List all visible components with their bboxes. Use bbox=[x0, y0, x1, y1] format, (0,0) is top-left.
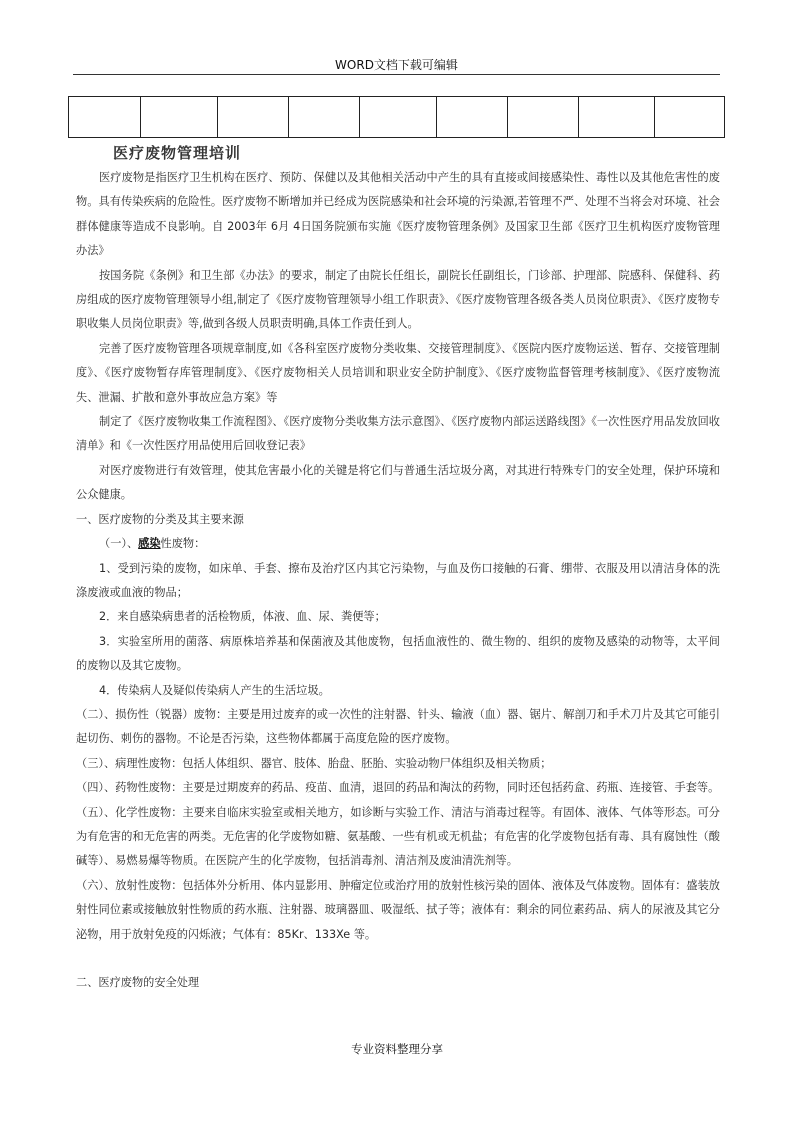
subsection-prefix: （一）、 bbox=[99, 537, 139, 551]
paragraph-goal: 对医疗废物进行有效管理，使其危害最小化的关键是将它们与普通生活垃圾分离，对其进行特殊专门的安全处理，保护环境和公众健康。 bbox=[76, 463, 720, 502]
table-cell bbox=[141, 97, 218, 138]
paragraph-leadership: 按国务院《条例》和卫生部《办法》的要求，制定了由院长任组长，副院长任副组长，门诊部、护理部、院感科、保健科、药房组成的医疗废物管理领导小组,制定了《医疗废物管理领导小组工作职责》、《医疗废物管理各级各类人员岗位职责》、《医疗废物专职收集人员岗位职责》等,做到各级人员职责明确,具体工作责任到人。 bbox=[76, 268, 720, 331]
paragraph-rules: 完善了医疗废物管理各项规章制度,如《各科室医疗废物分类收集、交接管理制度》、《医院内医疗废物运送、暂存、交接管理制度》、《医疗废物暂存库管理制度》、《医疗废物相关人员培训和职业安全防护制度》、《医疗废物监督管理考核制度》、《医疗废物流失、泄漏、扩散和意外事故应急方案》等 bbox=[76, 341, 720, 404]
category-pathological: （三）、病理性废物：包括人体组织、器官、肢体、胎盘、胚胎、实验动物尸体组织及相关物质； bbox=[76, 756, 552, 770]
subsection-infectious bbox=[76, 532, 720, 556]
document-body bbox=[76, 166, 720, 995]
category-radioactive: （六）、放射性废物：包括体外分析用、体内显影用、肿瘤定位或治疗用的放射性核污染的固体、液体及气体废物。固体有：盛装放射性同位素或接触放射性物质的药水瓶、注射器、玻璃器皿、吸湿纸、拭子等；液体有：剩余的同位素药品、病人的尿液及其它分泌物，用于放射免疫的闪烁液；气体有：85Kr、133Xe 等。 bbox=[76, 878, 720, 941]
table-cell bbox=[579, 97, 655, 138]
table-cell bbox=[360, 97, 437, 138]
underlined-term: 感染 bbox=[138, 537, 161, 551]
page-header: WORD文档下载可编辑 bbox=[73, 57, 720, 75]
table-cell bbox=[655, 97, 725, 138]
list-item: 4．传染病人及疑似传染病人产生的生活垃圾。 bbox=[99, 683, 330, 697]
spacer bbox=[76, 947, 720, 971]
table-cell bbox=[69, 97, 141, 138]
category-chemical: （五）、化学性废物：主要来自临床实验室或相关地方，如诊断与实验工作、清洁与消毒过程等。有固体、液体、气体等形态。可分为有危害的和无危害的两类。无危害的化学废物如糖、氨基酸、一些有机或无机盐；有危害的化学废物包括有毒、具有腐蚀性（酸碱等）、易燃易爆等物质。在医院产生的化学废物，包括消毒剂、清洁剂及废油清洗剂等。 bbox=[76, 805, 720, 868]
empty-table bbox=[68, 96, 725, 138]
section-heading-1: 一、医疗废物的分类及其主要来源 bbox=[76, 512, 244, 526]
table-row bbox=[69, 97, 725, 138]
page-footer: 专业资料整理分享 bbox=[351, 1042, 443, 1056]
paragraph-intro: 医疗废物是指医疗卫生机构在医疗、预防、保健以及其他相关活动中产生的具有直接或间接感染性、毒性以及其他危害性的废物。具有传染疾病的危险性。医疗废物不断增加并已经成为医院感染和社会环境的污染源,若管理不严、处理不当将会对环境、社会群体健康等造成不良影响。自 2003年 6月 4日国务院颁布实施《医疗废物管理条例》及国家卫生部《医疗卫生机构医疗废物管理办法》 bbox=[76, 171, 720, 258]
table-cell bbox=[508, 97, 579, 138]
list-item: 1、受到污染的废物，如床单、手套、擦布及治疗区内其它污染物，与血及伤口接触的石膏、绷带、衣服及用以清洁身体的洗涤废液或血液的物品； bbox=[76, 561, 720, 599]
section-heading-2: 二、医疗废物的安全处理 bbox=[76, 976, 200, 989]
document-title: 医疗废物管理培训 bbox=[113, 144, 242, 162]
table-cell bbox=[218, 97, 289, 138]
subsection-suffix: 性废物： bbox=[160, 537, 206, 551]
list-item: 3．实验室所用的菌落、病原株培养基和保菌液及其他废物，包括血液性的、微生物的、组织的废物及感染的动物等，太平间的废物以及其它废物。 bbox=[76, 634, 720, 673]
table-cell bbox=[437, 97, 508, 138]
paragraph-charts: 制定了《医疗废物收集工作流程图》、《医疗废物分类收集方法示意图》、《医疗废物内部运送路线图》《一次性医疗用品发放回收清单》和《一次性医疗用品使用后回收登记表》 bbox=[76, 415, 720, 453]
table-cell bbox=[289, 97, 360, 138]
category-sharps: （二）、损伤性（锐器）废物：主要是用过废弃的或一次性的注射器、针头、输液（血）器、锯片、解剖刀和手术刀片及其它可能引起切伤、刺伤的器物。不论是否污染，这些物体都属于高度危险的医疗废物。 bbox=[76, 707, 720, 746]
list-item: 2．来自感染病患者的活检物质，体液、血、尿、粪便等； bbox=[99, 610, 386, 624]
category-pharmaceutical: （四）、药物性废物：主要是过期废弃的药品、疫苗、血清，退回的药品和淘汰的药物，同时还包括药盒、药瓶、连接管、手套等。 bbox=[76, 781, 720, 795]
